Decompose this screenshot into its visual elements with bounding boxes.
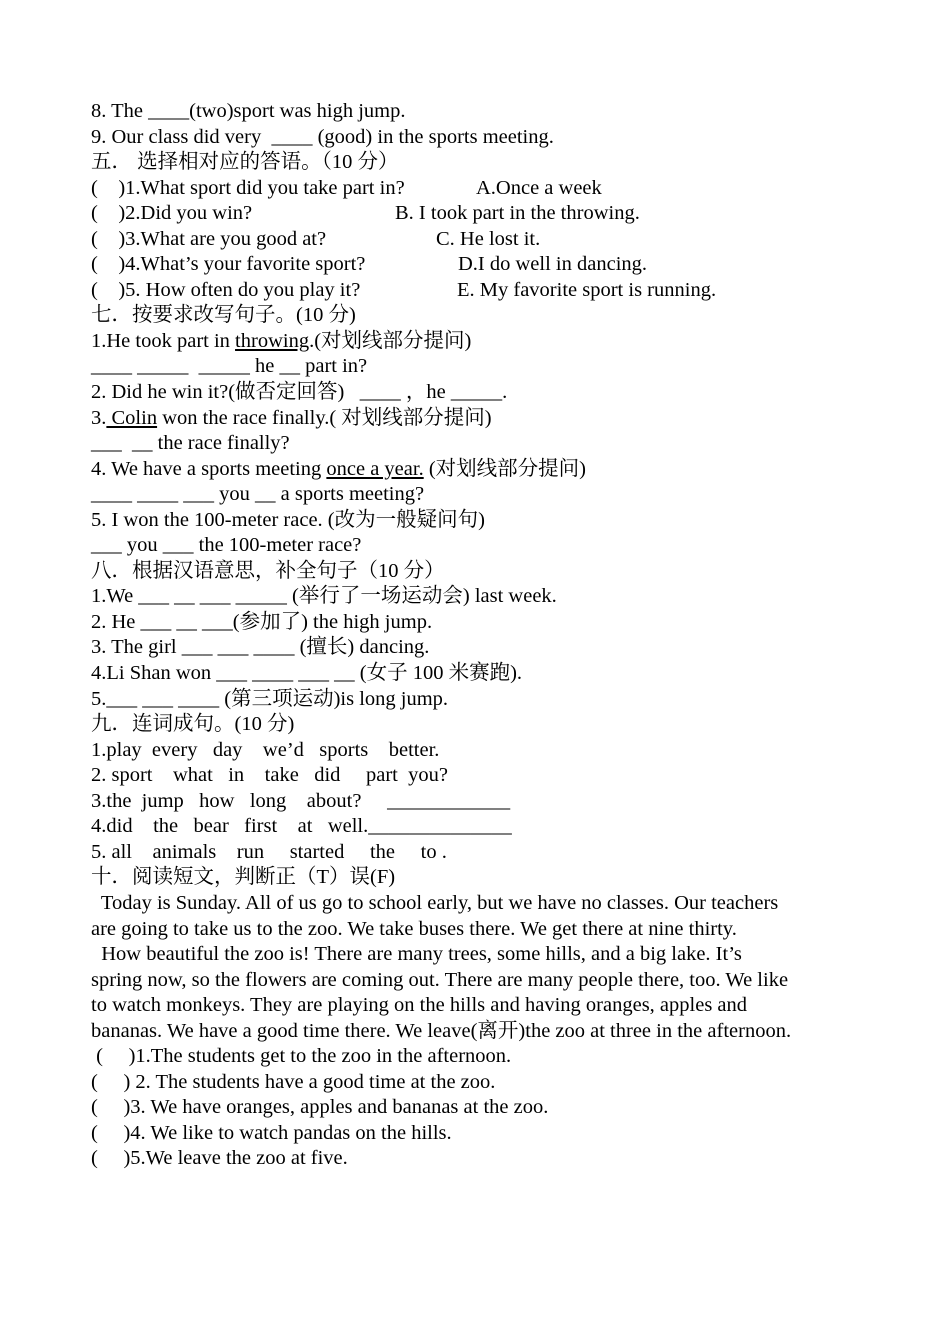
match-answer: B. I took part in the throwing. xyxy=(395,202,640,225)
passage-line: How beautiful the zoo is! There are many trees, some hills, and a big lake. It’s xyxy=(91,943,742,966)
rewrite-q5-answer: ___ you ___ the 100-meter race? xyxy=(91,534,362,557)
reorder-item: 5. all animals run started the to . xyxy=(91,840,447,863)
translate-item: 1.We ___ __ ___ _____ (举行了一场运动会) last week. xyxy=(91,585,557,608)
match-question: ( )2.Did you win? xyxy=(91,202,253,225)
q4-instruction: (对划线部分提问) xyxy=(423,457,586,480)
q1-text: 1.He took part in xyxy=(91,329,236,352)
reorder-item: 1.play every day we’d sports better. xyxy=(91,738,440,761)
rewrite-q3-answer: ___ __ the race finally? xyxy=(91,432,290,455)
section10-heading: 十．阅读短文，判断正（T）误(F) xyxy=(91,866,396,889)
judge-item: ( )3. We have oranges, apples and bananas at the zoo. xyxy=(91,1096,549,1119)
translate-item: 3. The girl ___ ___ ____ (擅长) dancing. xyxy=(91,636,430,659)
section8-heading: 八．根据汉语意思，补全句子（10 分） xyxy=(91,559,445,582)
match-answer: E. My favorite sport is running. xyxy=(457,278,717,301)
match-question: ( )3.What are you good at? xyxy=(91,227,327,250)
q1-underlined: throwing xyxy=(235,329,310,352)
rewrite-q2: 2. Did he win it?(做否定回答) ____ ，he _____. xyxy=(91,381,508,404)
match-item xyxy=(91,176,871,202)
match-question: ( )4.What’s your favorite sport? xyxy=(91,253,366,276)
q1-instruction: .(对划线部分提问) xyxy=(309,329,472,352)
translate-item: 4.Li Shan won ___ ____ ___ __ (女子 100 米赛跑). xyxy=(91,662,523,685)
q4-text: 4. We have a sports meeting xyxy=(91,457,327,480)
match-answer: A.Once a week xyxy=(476,176,602,199)
passage-line: to watch monkeys. They are playing on the hills and having oranges, apples and xyxy=(91,994,748,1017)
passage-line: spring now, so the flowers are coming out. There are many people there, too. We like xyxy=(91,968,789,991)
passage-line: bananas. We have a good time there. We leave(离开)the zoo at three in the afternoon. xyxy=(91,1019,792,1042)
reorder-item: 2. sport what in take did part you? xyxy=(91,764,448,787)
q4-underlined: once a year. xyxy=(326,457,424,480)
rewrite-q1-answer: ____ _____ _____ he __ part in? xyxy=(91,355,368,378)
rewrite-q3 xyxy=(91,406,871,432)
rewrite-q4 xyxy=(91,457,871,483)
match-item xyxy=(91,227,871,253)
section5-heading: 五． 选择相对应的答语。（10 分） xyxy=(91,151,399,174)
fill-blank-8: 8. The ____(two)sport was high jump. xyxy=(91,100,406,122)
passage-line: are going to take us to the zoo. We take buses there. We get there at nine thirty. xyxy=(91,917,737,940)
judge-item: ( ) 2. The students have a good time at the zoo. xyxy=(91,1070,496,1093)
rewrite-q5: 5. I won the 100-meter race. (改为一般疑问句) xyxy=(91,508,485,531)
passage-line: Today is Sunday. All of us go to school early, but we have no classes. Our teachers xyxy=(91,891,779,914)
translate-item: 2. He ___ __ ___(参加了) the high jump. xyxy=(91,610,433,633)
rewrite-q4-answer: ____ ____ ___ you __ a sports meeting? xyxy=(91,483,425,506)
reorder-item: 4.did the bear first at well.______________ xyxy=(91,815,512,838)
rewrite-q1 xyxy=(91,329,871,355)
judge-item: ( )1.The students get to the zoo in the afternoon. xyxy=(91,1045,512,1068)
match-item xyxy=(91,278,871,304)
match-item xyxy=(91,201,871,227)
worksheet-page xyxy=(91,99,871,1172)
reorder-item: 3.the jump how long about? ____________ xyxy=(91,789,511,812)
q3-number: 3. xyxy=(91,406,107,429)
judge-item: ( )5.We leave the zoo at five. xyxy=(91,1147,348,1170)
q3-text: won the race finally.( 对划线部分提问) xyxy=(157,406,492,429)
section9-heading: 九．连词成句。(10 分) xyxy=(91,713,295,736)
match-answer: C. He lost it. xyxy=(436,227,541,250)
judge-item: ( )4. We like to watch pandas on the hills. xyxy=(91,1121,452,1144)
match-answer: D.I do well in dancing. xyxy=(458,253,648,276)
fill-blank-9: 9. Our class did very ____ (good) in the sports meeting. xyxy=(91,125,554,148)
match-question: ( )5. How often do you play it? xyxy=(91,278,361,301)
match-item xyxy=(91,252,871,278)
translate-item: 5.___ ___ ____ (第三项运动)is long jump. xyxy=(91,687,449,710)
section7-heading: 七．按要求改写句子。(10 分) xyxy=(91,304,356,327)
q3-underlined: Colin xyxy=(106,406,158,429)
match-question: ( )1.What sport did you take part in? xyxy=(91,176,405,199)
